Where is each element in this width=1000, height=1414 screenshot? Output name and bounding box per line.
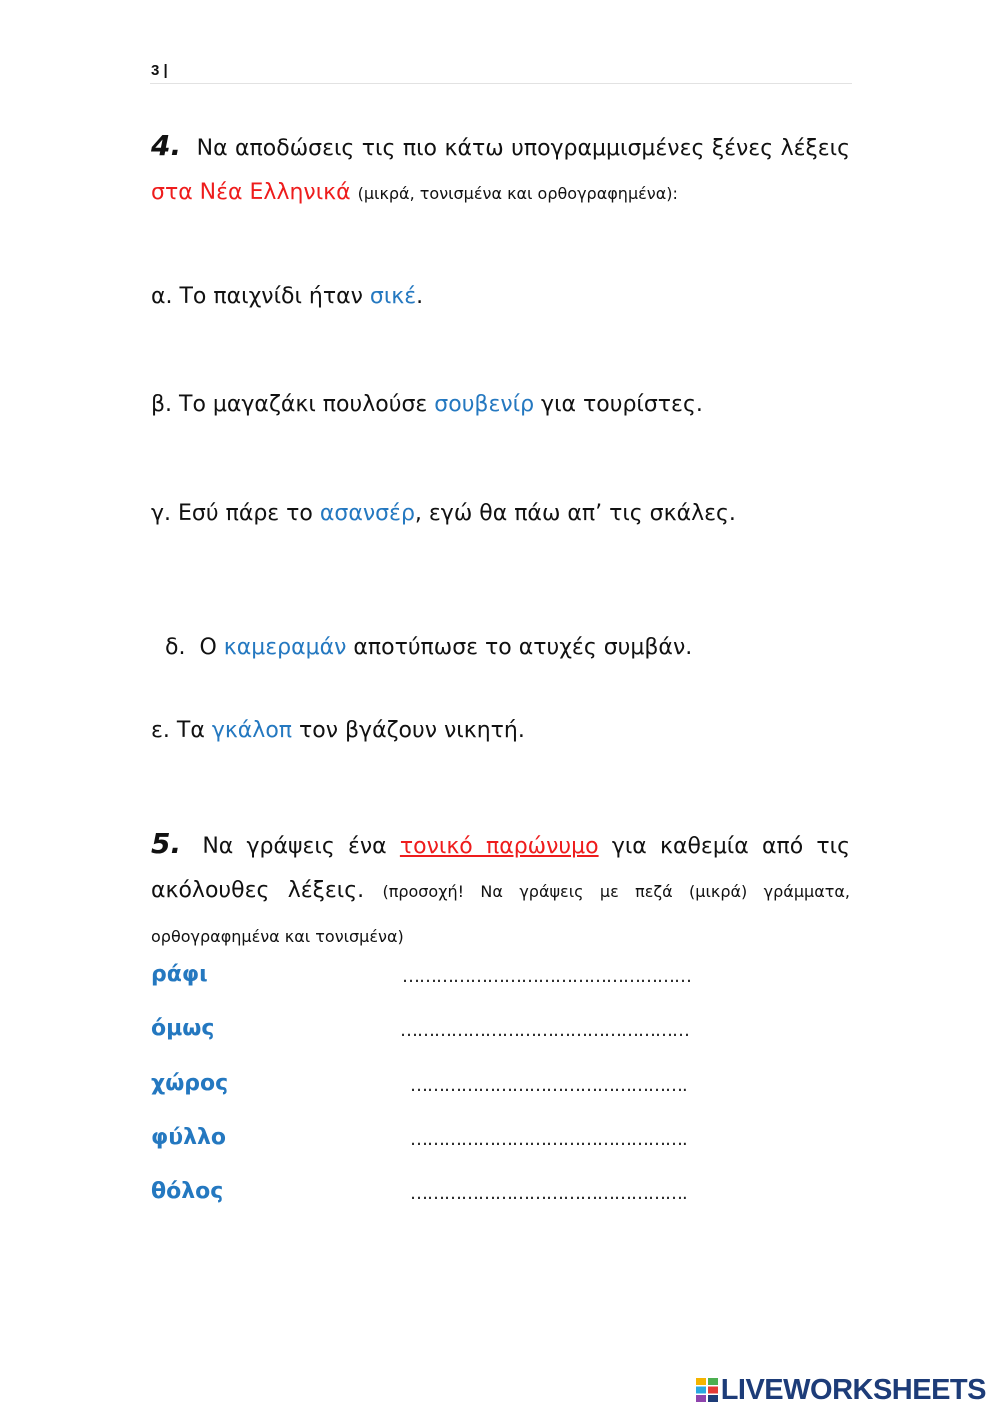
sentence-e xyxy=(151,718,525,743)
exercise-5-instruction xyxy=(151,822,850,959)
exercise-5-note: (προσοχή! Να γράψεις με πεζά (μικρά) γράμματα, ορθογραφημένα και τονισμένα) xyxy=(151,882,850,946)
exercise-4-instruction xyxy=(151,124,850,216)
paronym-word: θόλος xyxy=(151,1179,224,1204)
foreign-word[interactable]: ασανσέρ xyxy=(319,501,415,526)
header-divider xyxy=(150,83,852,84)
exercise-4-instruction-start: Να αποδώσεις τις πιο κάτω υπογραμμισμένες ξένες λέξεις xyxy=(196,136,851,161)
foreign-word[interactable]: σικέ xyxy=(369,284,417,309)
answer-blank[interactable]: …………………………………………… xyxy=(402,966,691,987)
sentence-b xyxy=(151,392,703,417)
sentence-a xyxy=(151,284,423,309)
liveworksheets-logo[interactable] xyxy=(696,1374,986,1406)
exercise-5-number: 5. xyxy=(151,827,182,860)
foreign-word[interactable]: σουβενίρ xyxy=(434,392,535,417)
sentence-text: ε. Τα xyxy=(151,718,212,743)
sentence-c xyxy=(151,501,736,526)
foreign-word[interactable]: γκάλοπ xyxy=(211,718,293,743)
sentence-text: α. Το παιχνίδι ήταν xyxy=(151,284,370,309)
answer-blank[interactable]: …………………………………………. xyxy=(410,1183,687,1204)
sentence-text: δ. Ο xyxy=(165,635,224,660)
exercise-5-instruction-end: για καθεμία από τις ακόλουθες λέξεις. xyxy=(151,834,850,903)
exercise-4-note: (μικρά, τονισμένα και ορθογραφημένα): xyxy=(357,184,678,203)
exercise-4-number: 4. xyxy=(151,129,182,162)
sentence-text: . xyxy=(416,284,424,309)
paronym-word: χώρος xyxy=(151,1071,229,1096)
sentence-text: , εγώ θα πάω απ’ τις σκάλες. xyxy=(414,501,736,526)
liveworksheets-logo-text: LIVEWORKSHEETS xyxy=(720,1373,986,1406)
sentence-text: αποτύπωσε το ατυχές συμβάν. xyxy=(346,635,693,660)
answer-blank[interactable]: …………………………………………… xyxy=(400,1020,689,1041)
sentence-text: για τουρίστες. xyxy=(534,392,703,417)
answer-blank[interactable]: …………………………………………. xyxy=(410,1129,687,1150)
sentence-d xyxy=(151,610,692,660)
sentence-text: τον βγάζουν νικητή. xyxy=(292,718,525,743)
paronym-word: όμως xyxy=(151,1016,215,1041)
paronym-word: φύλλο xyxy=(151,1125,227,1150)
page-number: 3 | xyxy=(151,62,168,79)
answer-blank[interactable]: …………………………………………. xyxy=(410,1075,687,1096)
exercise-5-instruction-start: Να γράψεις ένα xyxy=(202,834,387,859)
sentence-text: β. Το μαγαζάκι πουλούσε xyxy=(151,392,435,417)
exercise-4-highlight: στα Νέα Ελληνικά xyxy=(151,180,351,205)
sentence-text: γ. Εσύ πάρε το xyxy=(151,501,320,526)
foreign-word[interactable]: καμεραμάν xyxy=(223,635,347,660)
exercise-5-highlight: τονικό παρώνυμο xyxy=(399,834,599,859)
liveworksheets-logo-icon xyxy=(696,1378,718,1402)
paronym-word: ράφι xyxy=(151,962,208,987)
